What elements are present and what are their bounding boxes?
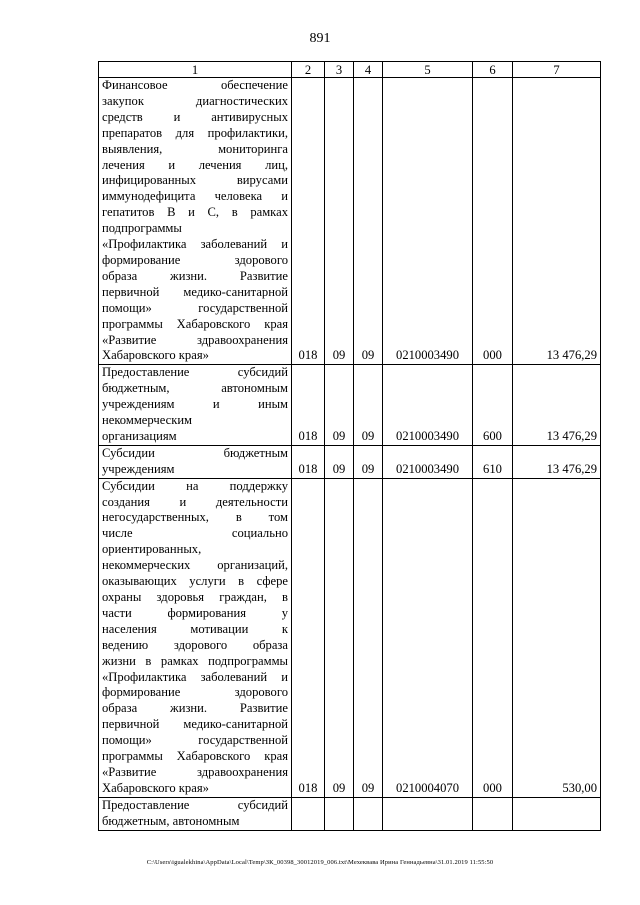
item-name-line: ведению здорового образа: [102, 637, 288, 652]
item-name-line: «Развитие здравоохранения: [102, 764, 288, 779]
item-name-line: Финансовое обеспечение: [102, 78, 288, 92]
item-name-line: ориентированных,: [102, 542, 202, 557]
item-name-cell: [99, 478, 292, 797]
item-name-line: учреждениям и иным: [102, 397, 288, 412]
item-name-cell: [99, 365, 292, 446]
item-name-line: «Профилактика заболеваний и: [102, 237, 288, 252]
expense-type-cell: 000: [473, 78, 513, 365]
subsection-code-cell: 09: [354, 478, 383, 797]
item-name-line: бюджетным, автономным: [102, 381, 288, 396]
item-name-line: числе социально: [102, 526, 288, 541]
item-name-line: населения мотивации к: [102, 621, 288, 636]
col-header-7: 7: [513, 62, 601, 78]
item-name-line: помощи» государственной: [102, 733, 288, 748]
ministry-code-cell: 018: [292, 365, 325, 446]
table-row: [99, 797, 601, 830]
col-header-1: 1: [99, 62, 292, 78]
item-name-line: выявления, мониторинга: [102, 141, 288, 156]
table-row: [99, 78, 601, 365]
item-name-line: организациям: [102, 428, 177, 443]
section-code-cell: 09: [325, 445, 354, 478]
item-name-line: средств и антивирусных: [102, 109, 288, 124]
subsection-code-cell: 09: [354, 78, 383, 365]
item-name-line: Предоставление субсидий: [102, 797, 288, 812]
item-name-cell: [99, 797, 292, 830]
item-name-line: бюджетным, автономным: [102, 813, 240, 828]
item-name-cell: [99, 445, 292, 478]
subsection-code-cell: 09: [354, 365, 383, 446]
section-code-cell: 09: [325, 365, 354, 446]
item-name-line: некоммерческим: [102, 413, 193, 428]
col-header-4: 4: [354, 62, 383, 78]
item-name-line: программы Хабаровского края: [102, 316, 288, 331]
item-name-line: «Профилактика заболеваний и: [102, 669, 288, 684]
expense-type-cell: 000: [473, 478, 513, 797]
target-article-cell: 0210003490: [383, 78, 473, 365]
section-code-cell: 09: [325, 478, 354, 797]
item-name-line: первичной медико-санитарной: [102, 717, 288, 732]
subsection-code-cell: [354, 797, 383, 830]
item-name-line: Субсидии бюджетным: [102, 445, 288, 460]
table-header-row: [99, 62, 601, 78]
expense-type-cell: 600: [473, 365, 513, 446]
item-name-line: первичной медико-санитарной: [102, 284, 288, 299]
item-name-line: иммунодефицита человека и: [102, 189, 288, 204]
item-name-line: части формирования у: [102, 605, 288, 620]
item-name-line: инфицированных вирусами: [102, 173, 288, 188]
table-row: [99, 365, 601, 446]
ministry-code-cell: 018: [292, 78, 325, 365]
sum-cell: 13 476,29: [513, 445, 601, 478]
file-path-footer: C:\Users\igualekhina\AppData\Local\Temp\ЗК_00398_30012019_006.txt\Мехеквава Ирина Геннадьевна\31.01.2019 11:55:50: [146, 859, 494, 866]
item-name-line: препаратов для профилактики,: [102, 125, 288, 140]
item-name-line: жизни в рамках подпрограммы: [102, 653, 288, 668]
item-name-line: охраны здоровья граждан, в: [102, 590, 288, 604]
item-name-line: Субсидии на поддержку: [102, 478, 288, 493]
target-article-cell: 0210003490: [383, 445, 473, 478]
table-row: [99, 478, 601, 797]
item-name-line: учреждениям: [102, 461, 175, 476]
col-header-3: 3: [325, 62, 354, 78]
ministry-code-cell: 018: [292, 445, 325, 478]
subsection-code-cell: 09: [354, 445, 383, 478]
item-name-line: закупок диагностических: [102, 93, 288, 108]
item-name-line: образа жизни. Развитие: [102, 701, 288, 716]
col-header-2: 2: [292, 62, 325, 78]
item-name-line: помощи» государственной: [102, 300, 288, 315]
item-name-cell: [99, 78, 292, 365]
item-name-line: создания и деятельности: [102, 494, 288, 509]
budget-table: [98, 61, 601, 831]
section-code-cell: 09: [325, 78, 354, 365]
section-code-cell: [325, 797, 354, 830]
item-name-line: Предоставление субсидий: [102, 365, 288, 380]
item-name-line: Хабаровского края»: [102, 348, 209, 363]
target-article-cell: 0210004070: [383, 478, 473, 797]
col-header-5: 5: [383, 62, 473, 78]
item-name-line: формирование здорового: [102, 252, 288, 267]
item-name-line: «Развитие здравоохранения: [102, 332, 288, 347]
item-name-line: негосударственных, в том: [102, 510, 288, 525]
sum-cell: [513, 797, 601, 830]
sum-cell: 13 476,29: [513, 365, 601, 446]
col-header-6: 6: [473, 62, 513, 78]
target-article-cell: 0210003490: [383, 365, 473, 446]
expense-type-cell: [473, 797, 513, 830]
page-number: 891: [309, 31, 331, 46]
item-name-line: некоммерческих организаций,: [102, 558, 288, 573]
ministry-code-cell: [292, 797, 325, 830]
item-name-line: подпрограммы: [102, 221, 182, 236]
item-name-line: оказывающих услуги в сфере: [102, 574, 288, 589]
item-name-line: программы Хабаровского края: [102, 749, 288, 764]
sum-cell: 13 476,29: [513, 78, 601, 365]
table-row: [99, 445, 601, 478]
item-name-line: гепатитов В и С, в рамках: [102, 205, 288, 220]
ministry-code-cell: 018: [292, 478, 325, 797]
target-article-cell: [383, 797, 473, 830]
item-name-line: лечения и лечения лиц,: [102, 157, 288, 172]
expense-type-cell: 610: [473, 445, 513, 478]
item-name-line: образа жизни. Развитие: [102, 268, 288, 283]
item-name-line: формирование здорового: [102, 685, 288, 700]
item-name-line: Хабаровского края»: [102, 780, 209, 795]
sum-cell: 530,00: [513, 478, 601, 797]
